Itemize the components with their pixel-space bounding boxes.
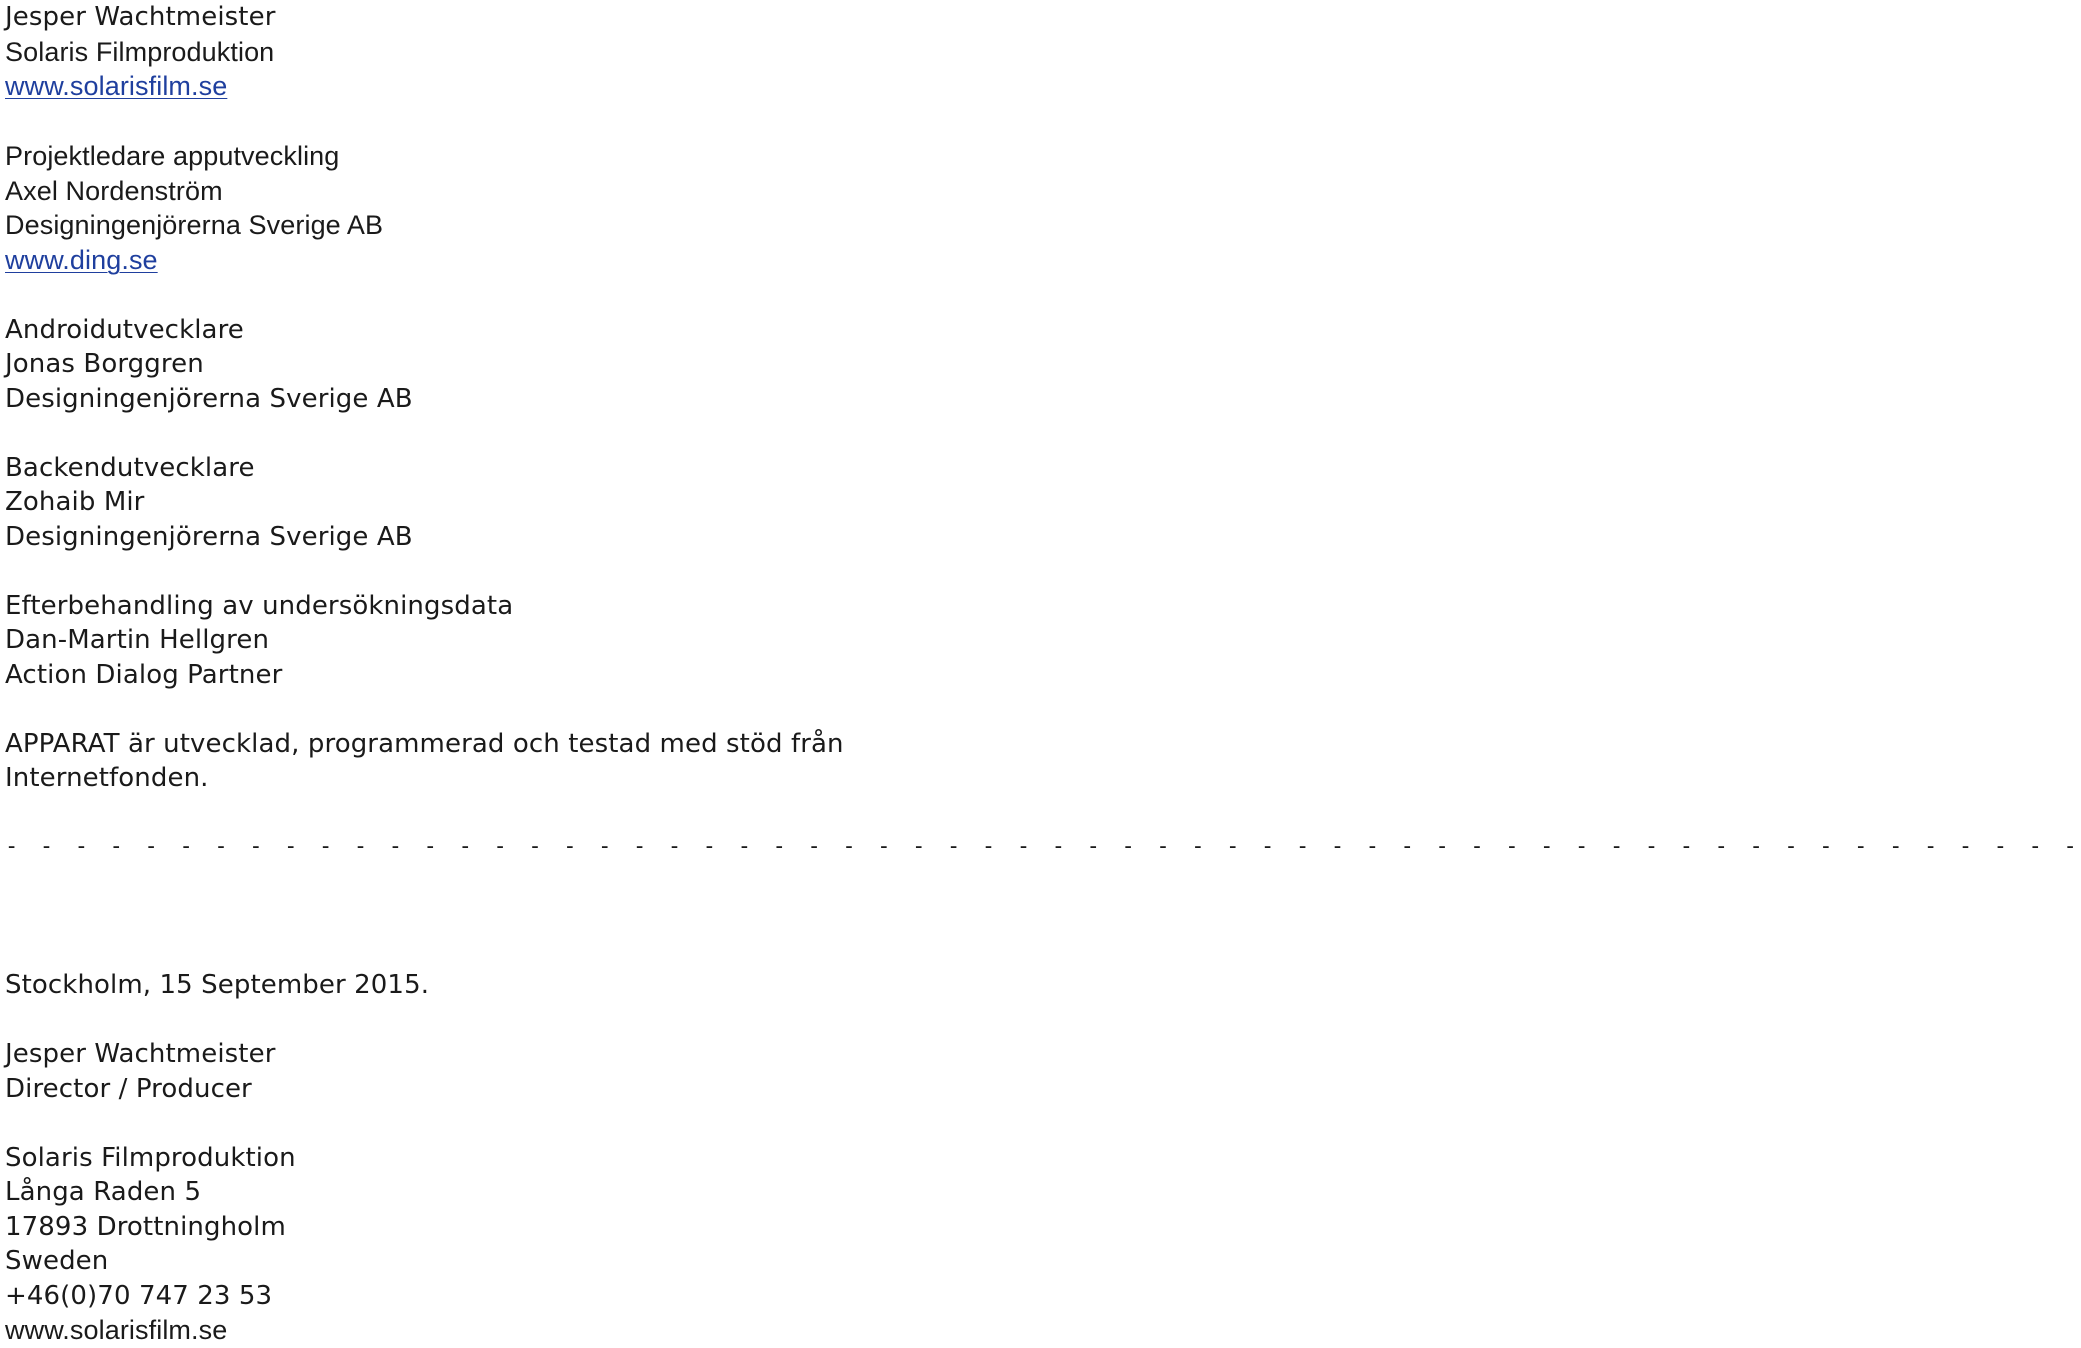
credit-role: Efterbehandling av undersökningsdata	[5, 590, 514, 621]
credit-name: Zohaib Mir	[5, 487, 145, 517]
credit-role: Backendutvecklare	[5, 452, 255, 483]
phone-number: +46(0)70 747 23 53	[5, 1280, 273, 1311]
signature-name: Jesper Wachtmeister	[5, 1039, 276, 1069]
credit-block-android	[5, 313, 960, 417]
signature-title: Director / Producer	[5, 1073, 252, 1104]
credit-company: Designingenjörerna Sverige AB	[5, 210, 384, 240]
credit-company: Solaris Filmproduktion	[5, 36, 275, 67]
solaris-website-link[interactable]: www.solarisfilm.se	[5, 71, 228, 101]
signature-block	[5, 968, 960, 1348]
ding-website-link[interactable]: www.ding.se	[5, 244, 158, 275]
address-street: Långa Raden 5	[5, 1177, 202, 1207]
credit-role: Projektledare apputveckling	[5, 141, 340, 171]
credit-name: Jonas Borggren	[5, 349, 204, 379]
statement-line: APPARAT är utvecklad, programmerad och testad med stöd från	[5, 728, 844, 759]
spacer	[5, 692, 960, 727]
address-country: Sweden	[5, 1246, 109, 1276]
address-postal: 17893 Drottningholm	[5, 1211, 286, 1242]
credit-name: Axel Nordenström	[5, 175, 223, 206]
funding-statement	[5, 727, 960, 796]
signature-website: www.solarisfilm.se	[5, 1315, 228, 1345]
credit-block-postprocessing	[5, 589, 960, 693]
credit-company: Action Dialog Partner	[5, 659, 283, 690]
credit-block-backend	[5, 451, 960, 555]
spacer	[5, 105, 960, 140]
credit-company: Designingenjörerna Sverige AB	[5, 521, 413, 552]
statement-line: Internetfonden.	[5, 763, 209, 793]
credit-block-project-lead	[5, 139, 960, 278]
credit-company: Designingenjörerna Sverige AB	[5, 383, 413, 414]
spacer	[5, 1003, 960, 1038]
spacer	[5, 278, 960, 313]
place-date: Stockholm, 15 September 2015.	[5, 970, 430, 1000]
credit-name: Jesper Wachtmeister	[5, 2, 276, 32]
credit-role: Androidutvecklare	[5, 314, 244, 345]
spacer	[5, 1106, 960, 1141]
spacer	[5, 554, 960, 589]
spacer	[5, 864, 960, 968]
credit-block-first	[5, 0, 960, 105]
spacer	[5, 416, 960, 451]
address-company: Solaris Filmproduktion	[5, 1142, 296, 1173]
credit-name: Dan-Martin Hellgren	[5, 625, 270, 655]
document-page	[5, 0, 2081, 1348]
dashed-divider: - - - - - - - - - - - - - - - - - - - - - - - - - - - - - - - - - - - - - - - - - - - - - - - - - - - - - - - - - - - -	[5, 833, 2081, 859]
